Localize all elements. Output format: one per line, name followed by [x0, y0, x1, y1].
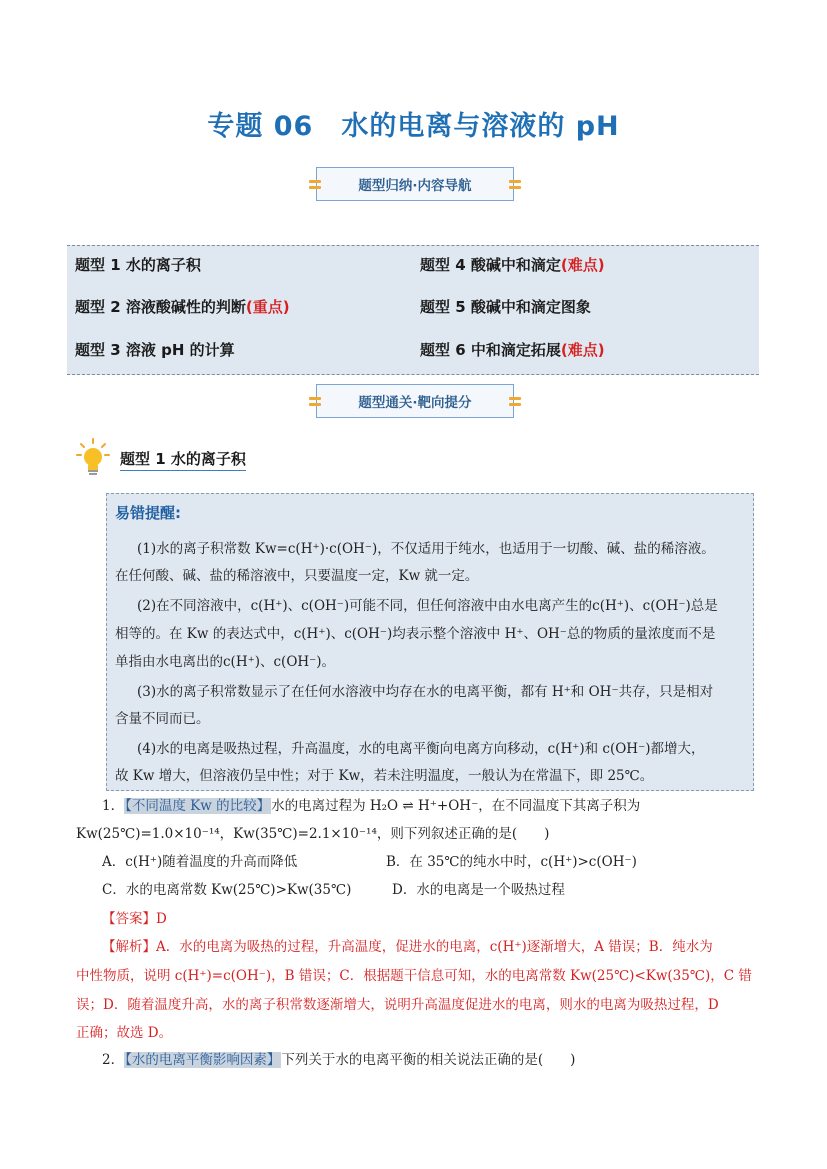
lightbulb-icon: [76, 438, 110, 478]
practice-banner-label: 题型通关·靶向提分: [358, 395, 472, 411]
question-number: 1．: [102, 798, 125, 814]
topic-navigation: [67, 245, 759, 375]
nav-item-6[interactable]: 题型 6 中和滴定拓展(难点): [420, 341, 605, 359]
question-tag: 【水的电离平衡影响因素】: [125, 1052, 281, 1068]
banner-deco-left-icon: [309, 177, 321, 191]
section-heading: [76, 438, 376, 478]
tip-line-7: 含量不同而已。: [115, 711, 210, 727]
question-tag: 【不同温度 Kw 的比较】: [125, 798, 271, 814]
banner-deco-right-icon: [509, 394, 521, 408]
tip-line-8: (4)水的电离是吸热过程，升高温度，水的电离平衡向电离方向移动，c(H⁺)和 c(OH⁻)都增大，: [137, 741, 705, 757]
practice-banner: [316, 384, 514, 418]
tip-line-6: (3)水的离子积常数显示了在任何水溶液中均存在水的电离平衡，都有 H⁺和 OH⁻共存，只是相对: [137, 684, 714, 700]
tip-line-3: (2)在不同溶液中，c(H⁺)、c(OH⁻)可能不同，但任何溶液中由水电离产生的c(H⁺)、c(OH⁻)总是: [137, 598, 718, 614]
question-number: 2．: [102, 1052, 125, 1068]
question-1-stem-line-2: Kw(25℃)=1.0×10⁻¹⁴，Kw(35℃)=2.1×10⁻¹⁴，则下列叙述正确的是( ): [76, 826, 550, 842]
question-stem-line-1: 水的电离过程为 H₂O ⇌ H⁺+OH⁻，在不同温度下其离子积为: [271, 798, 641, 814]
nav-item-5[interactable]: 题型 5 酸碱中和滴定图象: [420, 298, 591, 316]
option-a: A．c(H⁺)随着温度的升高而降低: [102, 854, 298, 870]
error-reminder-box: [106, 493, 754, 791]
option-b: B．在 35℃的纯水中时，c(H⁺)>c(OH⁻): [386, 854, 637, 870]
nav-banner: [316, 167, 514, 201]
nav-item-4[interactable]: 题型 4 酸碱中和滴定(难点): [420, 256, 605, 274]
question-2-stem: [102, 1048, 575, 1068]
question-stem: 下列关于水的电离平衡的相关说法正确的是( ): [281, 1052, 576, 1068]
tip-line-5: 单指由水电离出的c(H⁺)、c(OH⁻)。: [115, 654, 336, 670]
answer: 【答案】D: [102, 911, 167, 927]
option-d: D．水的电离是一个吸热过程: [392, 882, 565, 898]
explanation-line-4: 正确；故选 D。: [76, 1025, 173, 1041]
tip-title: 易错提醒:: [115, 504, 181, 522]
nav-item-1[interactable]: 题型 1 水的离子积: [75, 256, 201, 274]
explanation-line-1: 【解析】A．水的电离为吸热的过程，升高温度，促进水的电离，c(H⁺)逐渐增大，A 错误；B．纯水为: [102, 939, 713, 955]
explanation-line-3: 误；D．随着温度升高，水的离子积常数逐渐增大，说明升高温度促进水的电离，则水的电离为吸热过程，D: [76, 997, 719, 1013]
nav-banner-label: 题型归纳·内容导航: [358, 178, 472, 194]
page-title: 专题 06 水的电离与溶液的 pH: [207, 111, 620, 142]
tip-line-2: 在任何酸、碱、盐的稀溶液中，只要温度一定，Kw 就一定。: [115, 568, 479, 584]
tip-line-9: 故 Kw 增大，但溶液仍呈中性；对于 Kw，若未注明温度，一般认为在常温下，即 25℃。: [115, 768, 654, 784]
nav-item-2[interactable]: 题型 2 溶液酸碱性的判断(重点): [75, 298, 290, 316]
banner-deco-right-icon: [509, 177, 521, 191]
section-title: 题型 1 水的离子积: [120, 448, 246, 471]
option-c: C．水的电离常数 Kw(25℃)>Kw(35℃): [102, 882, 352, 898]
explanation-line-2: 中性物质，说明 c(H⁺)=c(OH⁻)，B 错误；C．根据题干信息可知，水的电离常数 Kw(25℃)<Kw(35℃)，C 错: [76, 968, 752, 984]
question-1-stem: [102, 794, 640, 814]
tip-line-4: 相等的。在 Kw 的表达式中，c(H⁺)、c(OH⁻)均表示整个溶液中 H⁺、OH⁻总的物质的量浓度而不是: [115, 626, 716, 642]
banner-deco-left-icon: [309, 394, 321, 408]
nav-item-3[interactable]: 题型 3 溶液 pH 的计算: [75, 341, 235, 359]
tip-line-1: (1)水的离子积常数 Kw=c(H⁺)·c(OH⁻)，不仅适用于纯水，也适用于一切酸、碱、盐的稀溶液。: [137, 541, 715, 557]
